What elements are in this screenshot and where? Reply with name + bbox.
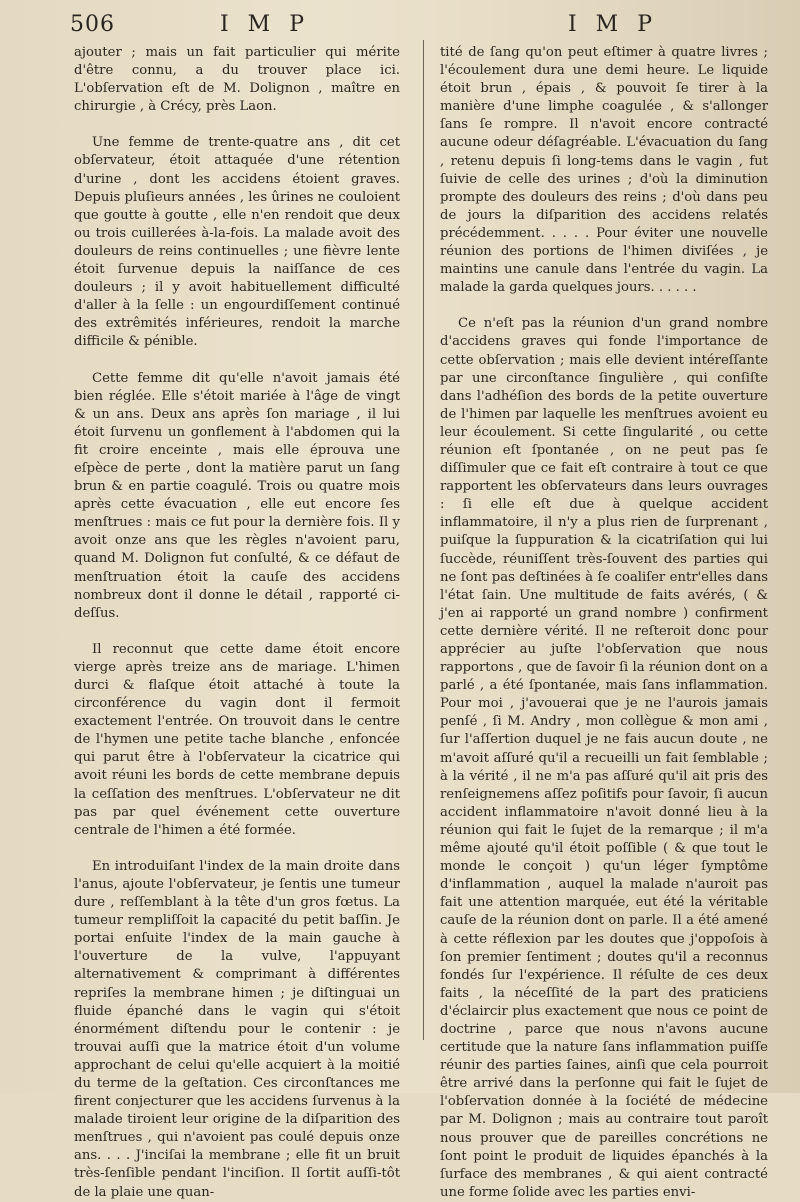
- paragraph: Cette femme dit qu'elle n'avoit jamais été bien réglée. Elle s'étoit mariée à l'âge de vingt & un ans. Deux ans après ſon mariage , il lui étoit ſurvenu un gonflement à l'abdomen qui la fit croire enceinte , mais elle éprouva une eſpèce de perte , dont la matière parut un ſang brun & en partie coagulé. Trois ou quatre mois après cette évacuation , elle eut encore ſes menſtrues : mais ce fut pour la dernière fois. Il y avoit onze ans que les règles n'avoient paru, quand M. Dolignon fut conſulté, & ce défaut de menſtruation étoit la cauſe des accidens nombreux dont il donne le détail , rapporté ci-deſſus.: [74, 370, 400, 621]
- paragraph: tité de ſang qu'on peut eſtimer à quatre livres ; l'écoulement dura une demi heure. Le liquide étoit brun , épais , & pouvoit ſe tirer à la manière d'une limphe coagulée , & s'allonger ſans ſe rompre. Il n'avoit encore contracté aucune odeur déſagréable. L'évacuation du ſang , retenu depuis ſi long-tems dans le vagin , fut ſuivie de celle des urines ; d'où la diminution prompte des douleurs des reins ; d'où dans peu de jours la diſparition des accidens relatés précédemment. . . . . Pour éviter une nouvelle réunion des portions de l'himen diviſées , je maintins une canule dans l'entrée du vagin. La malade la garda quelques jours. . . . . .: [440, 45, 768, 296]
- running-header: [0, 8, 800, 42]
- paragraph: Une femme de trente-quatre ans , dit cet obſervateur, étoit attaquée d'une rétention d'urine , dont les accidens étoient graves. Depuis pluſieurs années , les ûrines ne couloient que goutte à goutte , elle n'en rendoit que deux ou trois cuillerées à-la-fois. La malade avoit des douleurs de reins continuelles ; une fièvre lente étoit ſurvenue depuis la naiſſance de ces douleurs ; il y avoit habituellement difficulté d'aller à la ſelle : un engourdiſſement continué des extrêmités inférieures, rendoit la marche difficile & pénible.: [74, 135, 400, 350]
- paragraph: ajouter ; mais un fait particulier qui mérite d'être connu, a du trouver place ici. L'obſervation eſt de M. Dolignon , maître en chirurgie , à Crécy, près Laon.: [74, 45, 400, 115]
- paragraph: Ce n'eſt pas la réunion d'un grand nombre d'accidens graves qui fonde l'importance de cette obſervation ; mais elle devient intéreſſante par une circonſtance ſingulière , qui conſiſte dans l'adhéſion des bords de la petite ouverture de l'himen par laquelle les menſtrues avoient eu leur écoulement. Si cette ſingularité , ou cette réunion eſt ſpontanée , on ne peut pas ſe diſſimuler que ce fait eſt contraire à tout ce que rapportent les obſervateurs dans leurs ouvrages : ſi elle eſt due à quelque accident inflammatoire, il n'y a plus rien de ſurprenant , puiſque la ſuppuration & la cicatriſation qui lui ſuccède, réuniſſent très-ſouvent des parties qui ne ſont pas deſtinées à ſe coaliſer entr'elles dans l'état ſain. Une multitude de faits avérés, ( & j'en ai rapporté un grand nombre ) confirment cette dernière vérité. Il ne reſteroit donc pour apprécier au juſte l'obſervation que nous rapportons , que de ſavoir ſi la réunion dont on a parlé , a été ſpontanée, mais ſans inflammation. Pour moi , j'avouerai que je ne l'aurois jamais penſé , ſi M. Andry , mon collègue & mon ami , ſur l'aſſertion duquel je ne fais aucun doute , ne m'avoit aſſuré qu'il a recueilli un fait ſemblable ; à la vérité , il ne m'a pas aſſuré qu'il ait pris des renſeignemens aſſez poſitifs pour ſavoir, ſi aucun accident inflammatoire n'avoit donné lieu à la réunion qui fait le ſujet de la remarque ; il m'a même ajouté qu'il étoit poſſible ( & que tout le monde le conçoit ) qu'un léger ſymptôme d'inflammation , auquel la malade n'auroit pas fait une attention marquée, eut été la véritable cauſe de la réunion dont on parle. Il a été amené à cette réflexion par les doutes que j'oppoſois à ſon premier ſentiment ; doutes qu'il a reconnus fondés ſur l'expérience. Il réſulte de ces deux faits , la néceſſité de la part des praticiens d'éclaircir plus exactement que nous ce point de doctrine , parce que nous n'avons aucune certitude que la nature ſans inflammation puiſſe réunir des parties ſaines, ainſi que cela pourroit être arrivé dans la perſonne qui fait le ſujet de l'obſervation donnée à la ſociété de médecine par M. Dolignon ; mais au contraire tout paroît nous prouver que de pareilles concrétions ne ſont point le produit de liquides épanchés à la ſurface des membranes , & qui aient contracté une forme ſolide avec les parties envi-: [440, 316, 768, 1200]
- left-text-column: [74, 44, 400, 1202]
- column-divider: [423, 40, 424, 1040]
- paragraph: Il reconnut que cette dame étoit encore vierge après treize ans de mariage. L'himen durci & flaſque étoit attaché à toute la circonférence du vagin dont il fermoit exactement l'entrée. On trouvoit dans le centre de l'hymen une petite tache blanche , enfoncée qui parut être à l'obſervateur la cicatrice qui avoit réuni les bords de cette membrane depuis la ceſſation des menſtrues. L'obſervateur ne dit pas par quel événement cette ouverture centrale de l'himen a été formée.: [74, 641, 400, 838]
- paragraph: En introduiſant l'index de la main droite dans l'anus, ajoute l'obſervateur, je ſentis une tumeur dure , reſſemblant à la tête d'un gros fœtus. La tumeur rempliſſoit la capacité du petit baſſin. Je portai enſuite l'index de la main gauche à l'ouverture de la vulve, l'appuyant alternativement & comprimant à différentes repriſes la membrane himen ; je diſtinguai un fluide épanché dans le vagin qui s'étoit énormément diſtendu pour le contenir : je trouvai auſſi que la matrice étoit d'un volume approchant de celui qu'elle acquiert à la moitié du terme de la geſtation. Ces circonſtances me firent conjecturer que les accidens ſurvenus à la malade tiroient leur origine de la diſparition des menſtrues , qui n'avoient pas coulé depuis onze ans. . . . J'inciſai la membrane ; elle fit un bruit très-ſenſible pendant l'inciſion. Il ſortit auſſi-tôt de la plaie une quan-: [74, 858, 400, 1200]
- running-head-right: I M P: [568, 12, 659, 37]
- page-number: 506: [70, 12, 115, 37]
- right-text-column: [440, 44, 768, 1202]
- running-head-left: I M P: [220, 12, 311, 37]
